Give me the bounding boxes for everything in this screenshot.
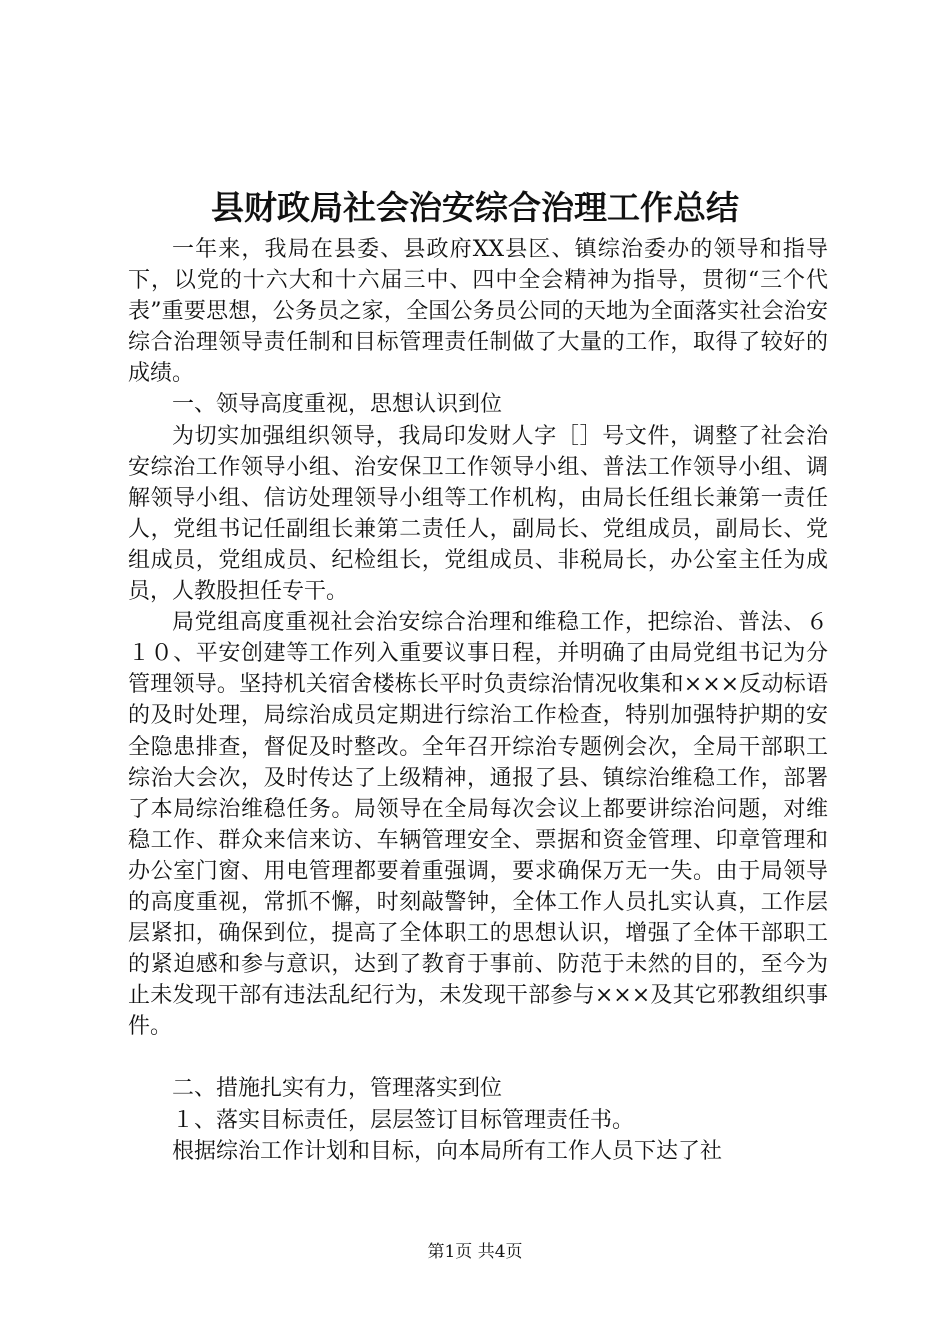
paragraph-intro: 一年来，我局在县委、县政府XX县区、镇综治委办的领导和指导下，以党的十六大和十六届三中、四中全会精神为指导，贯彻“三个代表”重要思想，公务员之家，全国公务员公同的天地为全面落实社会治安综合治理领导责任制和目标管理责任制做了大量的工作，取得了较好的成绩。: [128, 237, 828, 387]
page-footer: 第1页 共4页: [427, 1242, 523, 1262]
subsection-heading-1: １、落实目标责任，层层签订目标管理责任书。: [172, 1107, 635, 1133]
section-heading-2: 二、措施扎实有力，管理落实到位: [172, 1076, 503, 1102]
paragraph-targets: 根据综治工作计划和目标，向本局所有工作人员下达了社: [172, 1138, 723, 1164]
paragraph-party-group: 局党组高度重视社会治安综合治理和维稳工作，把综治、普法、６１０、平安创建等工作列入重要议事日程，并明确了由局党组书记为分管理领导。坚持机关宿舍楼栋长平时负责综治情况收集和×××反动标语的及时处理，局综治成员定期进行综治工作检查，特别加强特护期的安全隐患排查，督促及时整改。全年召开综治专题例会次，全局干部职工综治大会次，及时传达了上级精神，通报了县、镇综治维稳工作，部署了本局综治维稳任务。局领导在全局每次会议上都要讲综治问题，对维稳工作、群众来信来访、车辆管理安全、票据和资金管理、印章管理和办公室门窗、用电管理都要着重强调，要求确保万无一失。由于局领导的高度重视，常抓不懈，时刻敲警钟，全体工作人员扎实认真，工作层层紧扣，确保到位，提高了全体职工的思想认识，增强了全体干部职工的紧迫感和参与意识，达到了教育于事前、防范于未然的目的，至今为止未发现干部有违法乱纪行为，未发现干部参与×××及其它邪教组织事件。: [128, 610, 828, 1040]
paragraph-gap: [128, 1042, 828, 1073]
section-heading-1: 一、领导高度重视，思想认识到位: [172, 392, 503, 418]
paragraph-organization: 为切实加强组织领导，我局印发财人字［］号文件，调整了社会治安综治工作领导小组、治安保卫工作领导小组、普法工作领导小组、调解领导小组、信访处理领导小组等工作机构，由局长任组长兼第一责任人，党组书记任副组长兼第二责任人，副局长、党组成员，副局长、党组成员，党组成员、纪检组长，党组成员、非税局长，办公室主任为成员，人教股担任专干。: [128, 423, 828, 605]
document-body: [128, 234, 828, 1167]
document-title: 县财政局社会治安综合治理工作总结: [211, 188, 739, 227]
